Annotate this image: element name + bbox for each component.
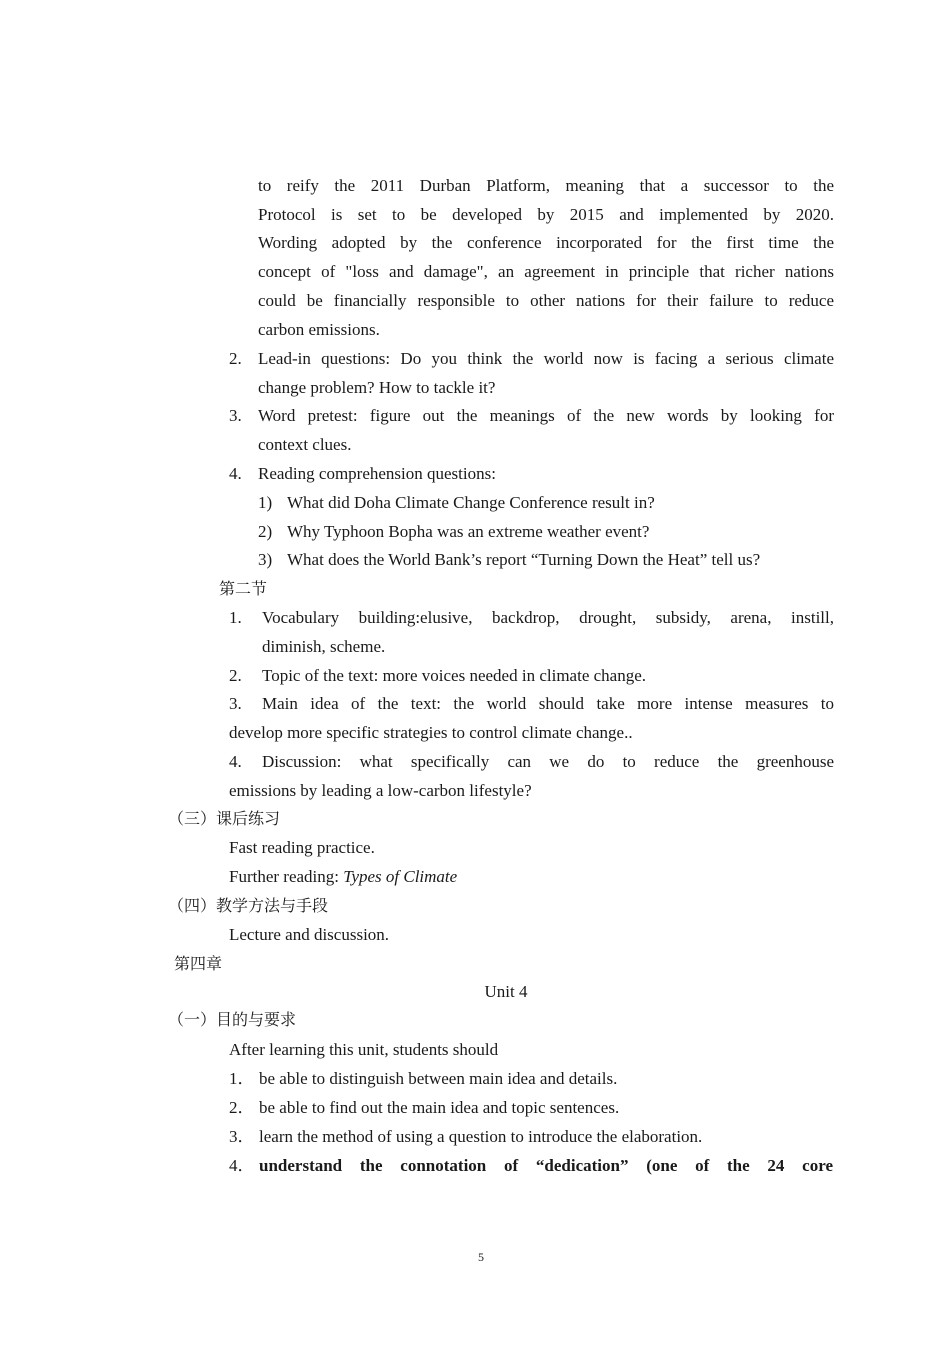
list-number: 1． — [229, 1069, 255, 1088]
unit-title: Unit 4 — [484, 982, 528, 1001]
list-item-text: Reading comprehension questions: — [258, 464, 496, 483]
paragraph-line: carbon emissions. — [258, 320, 380, 339]
section-heading: （四）教学方法与手段 — [168, 896, 329, 915]
body-text: Lecture and discussion. — [229, 925, 390, 944]
question-text: What does the World Bank’s report “Turning Down the Heat” tell us? — [287, 550, 761, 569]
list-item-text: Main idea of the text: the world should take more intense measures to — [262, 694, 834, 713]
question-text: Why Typhoon Bopha was an extreme weather event? — [287, 522, 650, 541]
reading-title: Types of Climate — [343, 867, 458, 886]
objective-text: be able to find out the main idea and topic sentences. — [259, 1098, 620, 1117]
list-item-text: emissions by leading a low-carbon lifestyle? — [229, 781, 532, 800]
section-heading: （一）目的与要求 — [168, 1010, 297, 1029]
objective-text: learn the method of using a question to introduce the elaboration. — [259, 1127, 703, 1146]
list-item-text: Vocabulary building:elusive, backdrop, drought, subsidy, arena, instill, — [262, 608, 834, 627]
list-number: 4. — [229, 752, 242, 771]
list-item-text: develop more specific strategies to control climate change.. — [229, 723, 633, 742]
objective-text: be able to distinguish between main idea and details. — [259, 1069, 618, 1088]
section-heading: 第二节 — [219, 579, 268, 598]
list-number: 2. — [229, 349, 242, 368]
list-number: 1. — [229, 608, 242, 627]
list-item-text: Word pretest: figure out the meanings of the new words by looking for — [258, 406, 834, 425]
list-item-text: Topic of the text: more voices needed in climate change. — [262, 666, 646, 685]
list-item-text: Lead-in questions: Do you think the world now is facing a serious climate — [258, 349, 834, 368]
further-reading-line — [229, 862, 457, 891]
list-item-text: diminish, scheme. — [262, 637, 386, 656]
body-text: Further reading: — [229, 867, 344, 886]
paragraph-line: could be financially responsible to other nations for their failure to reduce — [258, 291, 834, 310]
objective-text-bold: understand the connotation of “dedication” (one of the 24 core — [259, 1156, 833, 1175]
list-number: 4. — [229, 464, 242, 483]
list-number: 4． — [229, 1156, 255, 1175]
list-number: 3． — [229, 1127, 255, 1146]
paragraph-line: to reify the 2011 Durban Platform, meaning that a successor to the — [258, 176, 834, 195]
list-item-text: Discussion: what specifically can we do to reduce the greenhouse — [262, 752, 834, 771]
body-text: Fast reading practice. — [229, 838, 375, 857]
paragraph-line: Wording adopted by the conference incorporated for the first time the — [258, 233, 834, 252]
list-number: 2. — [229, 666, 242, 685]
chapter-heading: 第四章 — [174, 954, 223, 973]
body-text: After learning this unit, students should — [229, 1040, 499, 1059]
list-number: 2． — [229, 1098, 255, 1117]
list-number: 3. — [229, 694, 242, 713]
page-number: 5 — [478, 1250, 484, 1264]
question-number: 1) — [258, 493, 273, 512]
list-item-text: context clues. — [258, 435, 352, 454]
list-item-text: change problem? How to tackle it? — [258, 378, 496, 397]
section-heading: （三）课后练习 — [168, 809, 281, 828]
paragraph-line: Protocol is set to be developed by 2015 and implemented by 2020. — [258, 205, 834, 224]
question-text: What did Doha Climate Change Conference result in? — [287, 493, 655, 512]
paragraph-line: concept of "loss and damage", an agreement in principle that richer nations — [258, 262, 834, 281]
list-number: 3. — [229, 406, 242, 425]
question-number: 2) — [258, 522, 273, 541]
question-number: 3) — [258, 550, 273, 569]
